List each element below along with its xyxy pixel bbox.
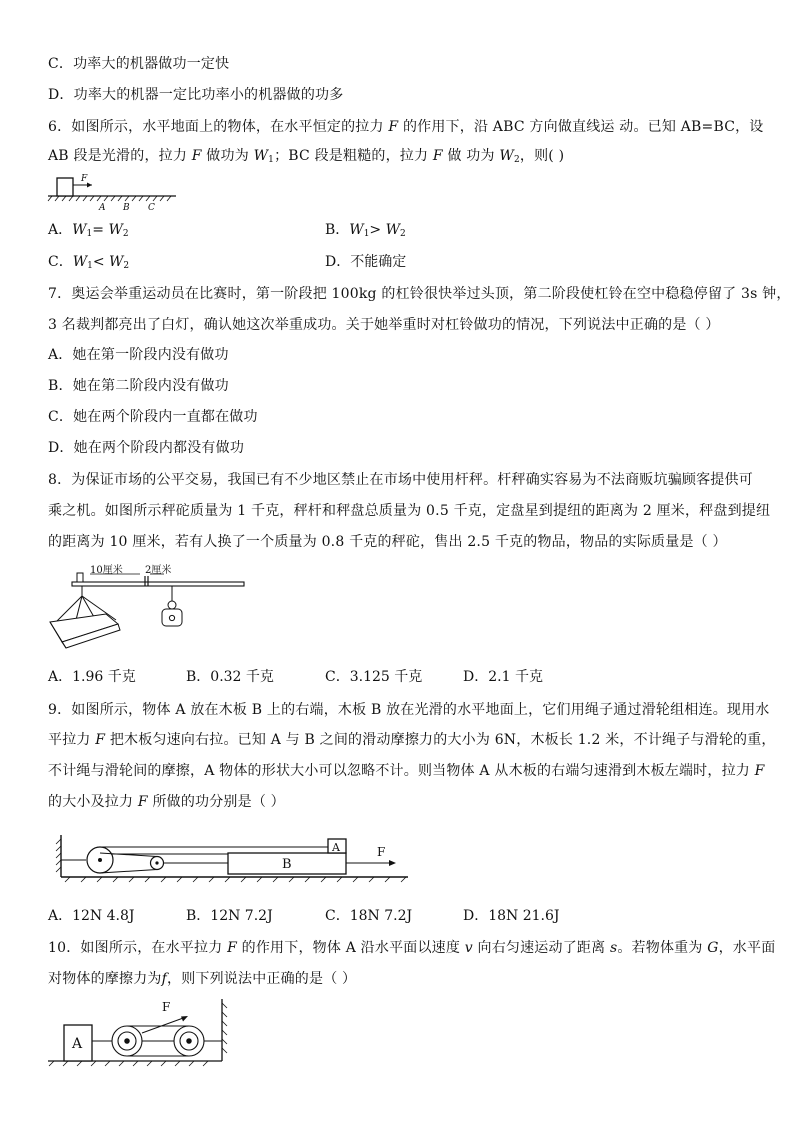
q6-fig-label-C: C	[148, 203, 155, 213]
q9-pulley-figure	[56, 833, 411, 885]
q10-movable-pulley	[112, 1026, 142, 1056]
q8-stem-line1: 8．为保证市场的公平交易，我国已有不少地区禁止在市场中使用杆秤。杆秤确实容易为不法商贩坑骗顾客提供可	[48, 472, 753, 488]
q8-pan	[50, 596, 120, 648]
q10-label-F: F	[162, 1000, 171, 1014]
q7-option-d: D．她在两个阶段内都没有做功	[48, 440, 245, 456]
q6-figure	[48, 170, 183, 214]
q7-stem-line1: 7．奥运会举重运动员在比赛时，第一阶段把 100kg 的杠铃很快举过头顶，第二阶段使杠铃在空中稳稳停留了 3s 钟，	[48, 286, 791, 302]
q6-stem-line1: 6．如图所示，水平地面上的物体，在水平恒定的拉力 F 的作用下，沿 ABC 方向做直线运 动。已知 AB=BC，设	[48, 119, 764, 135]
q9-option-b: B．12N 7.2J	[186, 908, 273, 924]
q5-option-d: D．功率大的机器一定比功率小的机器做的功多	[48, 87, 344, 103]
q10-stem-line1: 10．如图所示，在水平拉力 F 的作用下，物体 A 沿水平面以速度 v 向右匀速运动了距离 s。若物体重为 G，水平面	[48, 940, 776, 956]
q9-stem-line4: 的大小及拉力 F 所做的功分别是（ ）	[48, 794, 285, 810]
q9-label-F: F	[377, 845, 386, 859]
q10-stem-line2: 对物体的摩擦力为f，则下列说法中正确的是（ ）	[48, 971, 357, 987]
q8-stem-line3: 的距离为 10 厘米，若有人换了一个质量为 0.8 千克的秤砣，售出 2.5 千克的物品，物品的实际质量是（ ）	[48, 534, 727, 550]
q8-weight	[162, 586, 182, 626]
q8-option-c: C．3.125 千克	[325, 669, 423, 685]
q7-option-c: C．她在两个阶段内一直都在做功	[48, 409, 258, 425]
q10-label-A: A	[72, 1036, 83, 1052]
q8-label-10cm: 10厘米	[90, 565, 123, 576]
q8-steelyard-figure	[48, 562, 248, 652]
q7-option-a: A．她在第一阶段内没有做功	[48, 347, 229, 363]
q9-stem-line1: 9．如图所示，物体 A 放在木板 B 上的右端，木板 B 放在光滑的水平地面上，它们用绳子通过滑轮组相连。现用水	[48, 702, 770, 718]
q7-option-b: B．她在第二阶段内没有做功	[48, 378, 229, 394]
q8-label-2cm: 2厘米	[145, 565, 172, 576]
q6-option-c: C．$W_1< W_2$	[48, 254, 130, 271]
q6-stem-line2: AB 段是光滑的，拉力 F 做功为 $W_1$；BC 段是粗糙的，拉力 F 做 功为 $W_2$，则( )	[48, 148, 565, 165]
q5-option-c: C．功率大的机器做功一定快	[48, 56, 230, 72]
q6-fig-label-B: B	[123, 203, 130, 213]
q6-fig-label-A: A	[99, 203, 106, 213]
q9-stem-line2: 平拉力 F 把木板匀速向右拉。已知 A 与 B 之间的滑动摩擦力的大小为 6N，木板长 1.2 米，不计绳子与滑轮的重，	[48, 732, 776, 748]
q6-block	[57, 178, 73, 196]
q9-option-c: C．18N 7.2J	[325, 908, 413, 924]
q9-option-d: D．18N 21.6J	[463, 908, 560, 924]
q8-option-d: D．2.1 千克	[463, 669, 543, 685]
q9-label-A: A	[332, 841, 340, 854]
q9-label-B: B	[282, 857, 292, 872]
q8-hanger-box	[77, 573, 83, 582]
q6-option-d: D．不能确定	[325, 254, 407, 270]
q7-stem-line2: 3 名裁判都亮出了白灯，确认她这次举重成功。关于她举重时对杠铃做功的情况，下列说法中正确的是（ ）	[48, 317, 720, 333]
q6-option-a: A．$W_1= W_2$	[48, 222, 129, 239]
q6-option-b: B．$W_1> W_2$	[325, 222, 406, 239]
q9-stem-line3: 不计绳与滑轮间的摩擦，A 物体的形状大小可以忽略不计。则当物体 A 从木板的右端匀速滑到木板左端时，拉力 F	[48, 763, 765, 779]
q8-stem-line2: 乘之机。如图所示秤砣质量为 1 千克，秤杆和秤盘总质量为 0.5 千克，定盘星到提纽的距离为 2 厘米，秤盘到提纽	[48, 503, 771, 519]
q8-option-b: B．0.32 千克	[186, 669, 274, 685]
q9-option-a: A．12N 4.8J	[48, 908, 135, 924]
q8-beam	[72, 582, 244, 586]
q8-option-a: A．1.96 千克	[48, 669, 136, 685]
q6-fig-label-F: F	[81, 174, 88, 184]
q10-fixed-pulley	[174, 1026, 204, 1056]
q10-pulley-figure	[46, 997, 231, 1069]
